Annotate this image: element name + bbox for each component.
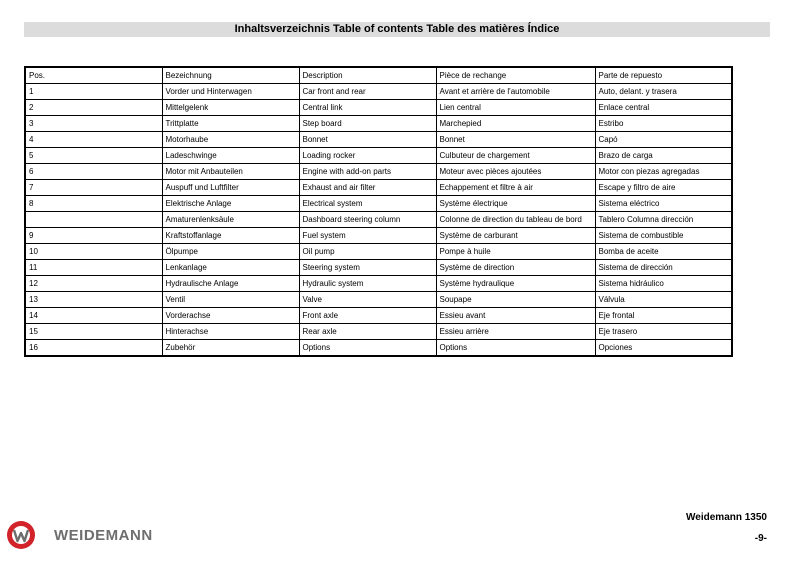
cell-pos: 11 <box>25 260 162 276</box>
table-row <box>25 196 732 212</box>
cell-piece: Avant et arrière de l'automobile <box>436 84 595 100</box>
table-row <box>25 180 732 196</box>
cell-description: Loading rocker <box>299 148 436 164</box>
table-row <box>25 84 732 100</box>
cell-parte: Escape y filtro de aire <box>595 180 732 196</box>
cell-bezeichnung: Auspuff und Luftfilter <box>162 180 299 196</box>
cell-pos: 2 <box>25 100 162 116</box>
cell-description: Fuel system <box>299 228 436 244</box>
cell-parte: Eje trasero <box>595 324 732 340</box>
cell-piece: Pompe à huile <box>436 244 595 260</box>
column-header-pos: Pos. <box>25 67 162 84</box>
cell-parte: Auto, delant. y trasera <box>595 84 732 100</box>
cell-bezeichnung: Lenkanlage <box>162 260 299 276</box>
cell-parte: Sistema hidráulico <box>595 276 732 292</box>
cell-description: Car front and rear <box>299 84 436 100</box>
column-header-piece: Pièce de rechange <box>436 67 595 84</box>
cell-description: Hydraulic system <box>299 276 436 292</box>
table-row <box>25 132 732 148</box>
table-row <box>25 260 732 276</box>
cell-pos: 12 <box>25 276 162 292</box>
cell-piece: Marchepied <box>436 116 595 132</box>
cell-bezeichnung: Elektrische Anlage <box>162 196 299 212</box>
table-row <box>25 244 732 260</box>
cell-parte: Eje frontal <box>595 308 732 324</box>
cell-parte: Brazo de carga <box>595 148 732 164</box>
cell-description: Exhaust and air filter <box>299 180 436 196</box>
weidemann-logo <box>6 520 153 550</box>
cell-bezeichnung: Amaturenlenksäule <box>162 212 299 228</box>
table-row <box>25 148 732 164</box>
cell-pos: 4 <box>25 132 162 148</box>
cell-piece: Lien central <box>436 100 595 116</box>
cell-piece: Culbuteur de chargement <box>436 148 595 164</box>
cell-bezeichnung: Zubehör <box>162 340 299 357</box>
cell-bezeichnung: Ladeschwinge <box>162 148 299 164</box>
cell-description: Steering system <box>299 260 436 276</box>
cell-piece: Essieu arrière <box>436 324 595 340</box>
cell-pos: 3 <box>25 116 162 132</box>
cell-bezeichnung: Trittplatte <box>162 116 299 132</box>
cell-piece: Bonnet <box>436 132 595 148</box>
column-header-description: Description <box>299 67 436 84</box>
cell-bezeichnung: Ölpumpe <box>162 244 299 260</box>
cell-piece: Essieu avant <box>436 308 595 324</box>
cell-pos: 14 <box>25 308 162 324</box>
table-header-row <box>25 67 732 84</box>
cell-bezeichnung: Ventil <box>162 292 299 308</box>
cell-parte: Sistema de dirección <box>595 260 732 276</box>
cell-parte: Válvula <box>595 292 732 308</box>
cell-bezeichnung: Hydraulische Anlage <box>162 276 299 292</box>
cell-piece: Système hydraulique <box>436 276 595 292</box>
cell-description: Electrical system <box>299 196 436 212</box>
table-row <box>25 292 732 308</box>
cell-bezeichnung: Vorderachse <box>162 308 299 324</box>
cell-bezeichnung: Motorhaube <box>162 132 299 148</box>
cell-parte: Motor con piezas agregadas <box>595 164 732 180</box>
table-row <box>25 212 732 228</box>
cell-description: Oil pump <box>299 244 436 260</box>
cell-piece: Système de direction <box>436 260 595 276</box>
cell-piece: Colonne de direction du tableau de bord <box>436 212 595 228</box>
cell-parte: Sistema de combustible <box>595 228 732 244</box>
cell-parte: Opciones <box>595 340 732 357</box>
table-row <box>25 100 732 116</box>
cell-piece: Moteur avec pièces ajoutées <box>436 164 595 180</box>
cell-pos: 5 <box>25 148 162 164</box>
cell-parte: Bomba de aceite <box>595 244 732 260</box>
cell-description: Rear axle <box>299 324 436 340</box>
cell-bezeichnung: Mittelgelenk <box>162 100 299 116</box>
column-header-parte: Parte de repuesto <box>595 67 732 84</box>
cell-bezeichnung: Hinterachse <box>162 324 299 340</box>
cell-piece: Système électrique <box>436 196 595 212</box>
cell-description: Step board <box>299 116 436 132</box>
cell-pos: 13 <box>25 292 162 308</box>
table-row <box>25 324 732 340</box>
page-title: Inhaltsverzeichnis Table of contents Table des matières Índice <box>24 22 770 37</box>
table-row <box>25 308 732 324</box>
cell-parte: Estribo <box>595 116 732 132</box>
cell-pos: 16 <box>25 340 162 357</box>
cell-parte: Capó <box>595 132 732 148</box>
cell-pos: 1 <box>25 84 162 100</box>
page-number: -9- <box>754 533 767 544</box>
cell-description: Central link <box>299 100 436 116</box>
brand-name: WEIDEMANN <box>54 526 153 544</box>
cell-piece: Echappement et filtre à air <box>436 180 595 196</box>
table-row <box>25 340 732 357</box>
model-name: Weidemann 1350 <box>686 512 767 523</box>
cell-bezeichnung: Motor mit Anbauteilen <box>162 164 299 180</box>
table-row <box>25 228 732 244</box>
cell-pos: 6 <box>25 164 162 180</box>
cell-pos: 10 <box>25 244 162 260</box>
cell-pos: 15 <box>25 324 162 340</box>
cell-parte: Enlace central <box>595 100 732 116</box>
cell-description: Engine with add-on parts <box>299 164 436 180</box>
table-body <box>25 84 732 357</box>
column-header-bezeichnung: Bezeichnung <box>162 67 299 84</box>
contents-table <box>24 66 733 357</box>
weidemann-emblem-icon <box>6 520 36 550</box>
cell-piece: Système de carburant <box>436 228 595 244</box>
cell-parte: Sistema eléctrico <box>595 196 732 212</box>
cell-pos <box>25 212 162 228</box>
cell-description: Front axle <box>299 308 436 324</box>
cell-description: Options <box>299 340 436 357</box>
cell-piece: Soupape <box>436 292 595 308</box>
cell-pos: 8 <box>25 196 162 212</box>
cell-description: Valve <box>299 292 436 308</box>
cell-description: Dashboard steering column <box>299 212 436 228</box>
cell-description: Bonnet <box>299 132 436 148</box>
table-row <box>25 276 732 292</box>
cell-piece: Options <box>436 340 595 357</box>
cell-parte: Tablero Columna dirección <box>595 212 732 228</box>
table-row <box>25 164 732 180</box>
cell-pos: 7 <box>25 180 162 196</box>
cell-bezeichnung: Kraftstoffanlage <box>162 228 299 244</box>
cell-bezeichnung: Vorder und Hinterwagen <box>162 84 299 100</box>
cell-pos: 9 <box>25 228 162 244</box>
table-row <box>25 116 732 132</box>
